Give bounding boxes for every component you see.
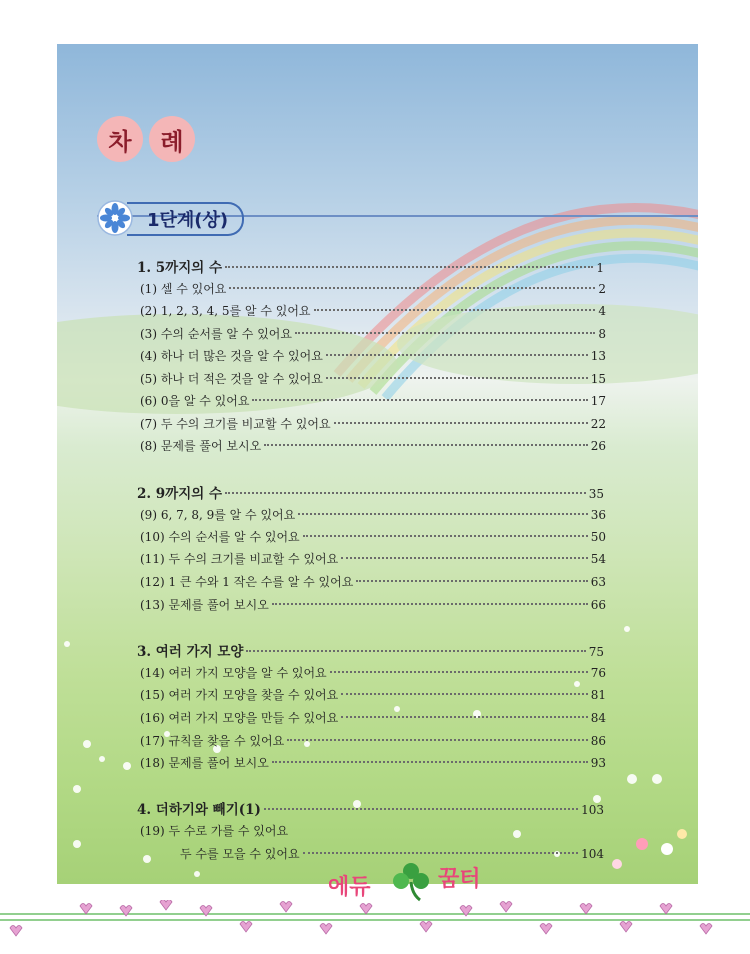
- item-title: (8) 문제를 풀어 보시오: [140, 439, 262, 453]
- item-title: (15) 여러 가지 모양을 찾을 수 있어요: [140, 688, 339, 702]
- toc-item-row[interactable]: [140, 437, 606, 454]
- toc-item-row[interactable]: [140, 325, 606, 342]
- page-number: 13: [590, 349, 606, 363]
- leader-dots: [314, 309, 596, 311]
- page-number: 1: [596, 261, 604, 275]
- leader-dots: [246, 650, 585, 652]
- page-number: 84: [590, 711, 606, 725]
- toc-item-row[interactable]: [140, 573, 606, 590]
- page-number: 50: [590, 530, 606, 544]
- item-title: (13) 문제를 풀어 보시오: [140, 598, 269, 612]
- chapter-2-row[interactable]: [137, 482, 604, 502]
- toc-item-row[interactable]: [140, 550, 606, 567]
- item-title: (17) 규칙을 찾을 수 있어요: [140, 734, 285, 748]
- page-number: 86: [590, 734, 606, 748]
- leader-dots: [341, 557, 588, 559]
- page-number: 63: [590, 575, 606, 589]
- chapter-4-row[interactable]: [137, 798, 604, 818]
- page-number: 8: [598, 327, 606, 341]
- leader-dots: [326, 354, 588, 356]
- leader-dots: [341, 693, 588, 695]
- leader-dots: [298, 513, 587, 515]
- item-title: (7) 두 수의 크기를 비교할 수 있어요: [140, 417, 331, 431]
- toc-item-row[interactable]: [140, 664, 606, 681]
- page-number: 2: [598, 282, 606, 296]
- item-title: (11) 두 수의 크기를 비교할 수 있어요: [140, 552, 339, 566]
- chapter-1-row[interactable]: [137, 256, 604, 276]
- page-number: 54: [590, 552, 606, 566]
- toc-item-row[interactable]: [140, 686, 606, 703]
- leader-dots: [252, 399, 587, 401]
- item-title: (14) 여러 가지 모양을 알 수 있어요: [140, 666, 327, 680]
- leader-dots: [295, 332, 595, 334]
- chapter-title: 2. 9까지의 수: [137, 486, 223, 502]
- logo-text-1: 에듀: [328, 875, 371, 900]
- page-number: 17: [590, 394, 606, 408]
- toc-item-row[interactable]: [140, 709, 606, 726]
- toc-item-row[interactable]: [140, 280, 606, 297]
- stage-label: 1단계(상): [147, 210, 229, 231]
- page-number: 15: [590, 372, 606, 386]
- chapter-title: 3. 여러 가지 모양: [137, 644, 244, 660]
- item-title: (12) 1 큰 수와 1 작은 수를 알 수 있어요: [140, 575, 354, 589]
- toc-item-row[interactable]: (19) 두 수로 가를 수 있어요: [140, 824, 289, 838]
- item-title: (3) 수의 순서를 알 수 있어요: [140, 327, 292, 341]
- toc-item-row[interactable]: [140, 415, 606, 432]
- page-number: 104: [581, 847, 604, 861]
- page-number: 26: [590, 439, 606, 453]
- item-title: (16) 여러 가지 모양을 만들 수 있어요: [140, 711, 339, 725]
- item-title: (6) 0을 알 수 있어요: [140, 394, 250, 408]
- chapter-title: 1. 5까지의 수: [137, 260, 223, 276]
- toc-item-row[interactable]: [140, 732, 606, 749]
- toc-item-row[interactable]: [140, 392, 606, 409]
- page-number: 103: [581, 803, 604, 817]
- leader-dots: [264, 444, 588, 446]
- page-number: 93: [590, 756, 606, 770]
- leader-dots: [225, 266, 593, 268]
- leader-dots: [330, 671, 588, 673]
- page-number: 66: [590, 598, 606, 612]
- leader-dots: [341, 716, 588, 718]
- title-char-2: 례: [160, 128, 184, 156]
- chapter-title: 4. 더하기와 빼기(1): [137, 802, 261, 818]
- page-number: 4: [598, 304, 606, 318]
- item-title: (10) 수의 순서를 알 수 있어요: [140, 530, 300, 544]
- item-title: (5) 하나 더 적은 것을 알 수 있어요: [140, 372, 323, 386]
- leader-dots: [229, 287, 595, 289]
- item-title: 두 수를 모을 수 있어요: [180, 847, 300, 861]
- toc-item-row[interactable]: [140, 528, 606, 545]
- logo-text-2: 꿈터: [438, 867, 481, 892]
- stage-header: [97, 200, 637, 236]
- leader-dots: [272, 761, 588, 763]
- toc-item-row[interactable]: [140, 596, 606, 613]
- page-number: 75: [588, 645, 604, 659]
- page-number: 81: [590, 688, 606, 702]
- toc-item-row[interactable]: [140, 370, 606, 387]
- item-title: (9) 6, 7, 8, 9를 알 수 있어요: [140, 508, 296, 522]
- toc-item-row[interactable]: [140, 347, 606, 364]
- chapter-3-row[interactable]: [137, 640, 604, 660]
- item-title: (18) 문제를 풀어 보시오: [140, 756, 269, 770]
- leader-dots: [303, 535, 588, 537]
- blue-flower-icon: [97, 200, 133, 236]
- leader-dots: [334, 422, 588, 424]
- leader-dots: [264, 808, 578, 810]
- item-title: (2) 1, 2, 3, 4, 5를 알 수 있어요: [140, 304, 311, 318]
- toc-item-row[interactable]: [140, 506, 606, 523]
- page-number: 36: [590, 508, 606, 522]
- leader-dots: [356, 580, 587, 582]
- leader-dots: [287, 739, 587, 741]
- leader-dots: [225, 492, 586, 494]
- leader-dots: [272, 603, 588, 605]
- title-char-1: 차: [108, 128, 132, 156]
- leader-dots: [326, 377, 588, 379]
- toc-item-row[interactable]: [140, 302, 606, 319]
- clover-icon: [390, 860, 432, 902]
- item-title: (1) 셀 수 있어요: [140, 282, 227, 296]
- page-number: 22: [590, 417, 606, 431]
- page-number: 35: [588, 487, 604, 501]
- heart-garland-decoration: [0, 900, 750, 954]
- leader-dots: [303, 852, 579, 854]
- item-title: (4) 하나 더 많은 것을 알 수 있어요: [140, 349, 323, 363]
- toc-item-row[interactable]: [140, 754, 606, 771]
- page-number: 76: [590, 666, 606, 680]
